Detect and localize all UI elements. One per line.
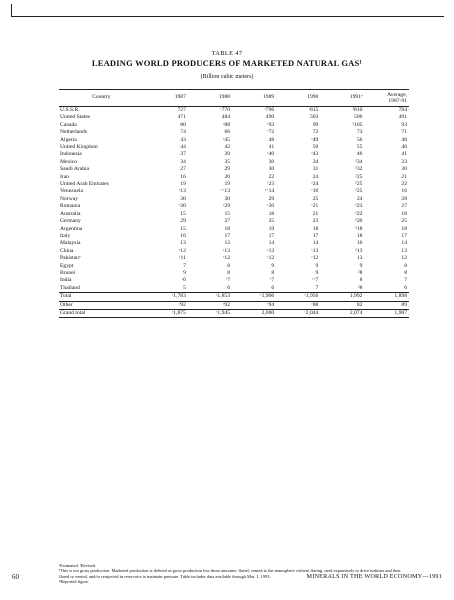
cell-1990: ʳ49	[311, 136, 319, 143]
cell-country: Thailand	[60, 284, 80, 291]
total-row	[59, 293, 409, 301]
cell-1988: ʳ1,853	[188, 293, 232, 301]
cell-1990: 25	[312, 195, 319, 202]
table-row	[59, 285, 409, 293]
cell-1991: ²8	[357, 284, 363, 291]
cell-1987: ʳ12	[179, 247, 186, 254]
cell-average: 18	[401, 210, 407, 217]
cell-1990: ʳ24	[311, 181, 319, 188]
table-row	[59, 226, 409, 233]
header-row	[59, 90, 409, 107]
cell-1987: 13	[180, 240, 186, 247]
cell-1990: 18	[312, 225, 319, 232]
cell-1990: ʳ815	[308, 107, 319, 113]
cell-1988: ʳ29	[223, 203, 231, 210]
cell-1990: ʳ2,044	[276, 309, 320, 317]
cell-1991: 24	[356, 195, 363, 202]
table-units: (Billion cubic meters)	[200, 74, 254, 80]
cell-average: 89	[364, 301, 409, 309]
cell-1988: 66	[224, 129, 231, 136]
cell-1988: 19	[224, 181, 231, 188]
cell-average: 1,987	[364, 309, 409, 317]
cell-1989: ʳ12	[267, 255, 275, 262]
table-row	[59, 114, 409, 121]
cell-country: Canada	[60, 121, 77, 128]
other-row	[59, 301, 409, 309]
cell-1989: 29	[268, 195, 275, 202]
cell-1988: 8	[227, 262, 231, 269]
cell-1990: ʳ21	[311, 203, 319, 210]
cell-1989: 30	[268, 158, 275, 165]
cell-1991: 56	[356, 136, 363, 143]
cell-1987: ʳ30	[179, 203, 186, 210]
cell-1990: 24	[312, 173, 319, 180]
cell-1991: 16	[356, 240, 363, 247]
cell-average: 16	[401, 188, 407, 195]
cell-country: Algeria	[60, 136, 77, 143]
cell-1989: 19	[268, 225, 275, 232]
table-row	[59, 107, 409, 115]
cell-1989: 14	[268, 240, 275, 247]
cell-1988: 6	[227, 284, 231, 291]
cell-1989: ʳ1,906	[232, 293, 276, 301]
cell-1988: 20	[224, 173, 231, 180]
cell-average: 12	[401, 255, 407, 262]
table-row	[59, 277, 409, 284]
cell-average: 28	[401, 195, 407, 202]
table-row	[59, 263, 409, 270]
cell-country: Netherlands	[60, 129, 88, 136]
table-row	[59, 240, 409, 247]
cell-country: United States	[60, 114, 90, 121]
cell-1990: 31	[312, 166, 319, 173]
cell-country: Grand total	[59, 309, 144, 317]
table-row	[59, 196, 409, 203]
cell-1990: 21	[312, 210, 319, 217]
cell-1987: 16	[180, 232, 186, 239]
table-header	[59, 90, 409, 107]
cell-1988: 39	[224, 151, 231, 158]
cell-average: 33	[401, 158, 407, 165]
cell-1987: 80	[180, 121, 186, 128]
cell-1990: ʳ88	[276, 301, 320, 309]
cell-1990: ʳ13	[311, 247, 319, 254]
cell-average: 491	[398, 114, 407, 121]
cell-average: 46	[401, 144, 407, 151]
cell-average: 7	[404, 277, 407, 284]
header-average-line2: 1987-91	[388, 98, 407, 104]
cell-1990: 9	[315, 269, 319, 276]
cell-1989: 48	[268, 136, 275, 143]
header-rule	[12, 16, 444, 17]
cell-1988: ʳ88	[223, 121, 231, 128]
page-number: 60	[12, 573, 19, 581]
cell-1987: ʳ1,875	[144, 309, 188, 317]
cell-1987: 27	[180, 166, 186, 173]
cell-1991: ²13	[355, 247, 363, 254]
cell-1988: 42	[224, 144, 231, 151]
cell-1991: 82	[320, 301, 364, 309]
cell-country: Total	[59, 293, 144, 301]
header-1991: 1991ᵉ	[320, 90, 364, 107]
cell-1989: ʳ30	[267, 203, 275, 210]
cell-average: 1,898	[364, 293, 409, 301]
cell-average: 784	[398, 107, 407, 113]
table-row	[59, 129, 409, 136]
cell-1991: 2,074	[320, 309, 364, 317]
cell-average: 18	[401, 225, 407, 232]
cell-1989: 18	[268, 210, 275, 217]
cell-1989: 2,000	[232, 309, 276, 317]
cell-1991: ²25	[355, 188, 363, 195]
cell-1991: 13	[356, 255, 363, 262]
cell-1990: 17	[312, 232, 319, 239]
cell-1990: 14	[312, 240, 319, 247]
cell-1987: ʳ92	[144, 301, 188, 309]
cell-1990: 23	[312, 218, 319, 225]
table-row	[59, 203, 409, 210]
cell-country: United Kingdom	[60, 144, 98, 151]
cell-average: 6	[404, 284, 407, 291]
table-title: LEADING WORLD PRODUCERS OF MARKETED NATURAL GAS¹	[91, 58, 363, 68]
header-country: Country	[59, 90, 144, 107]
cell-1989: 41	[268, 144, 275, 151]
cell-1987: 15	[180, 210, 186, 217]
cell-1989: 17	[268, 232, 275, 239]
table-row	[59, 137, 409, 144]
cell-1991: ²25	[355, 173, 363, 180]
cell-1987: 29	[180, 218, 186, 225]
cell-country: Indonesia	[60, 151, 82, 158]
cell-country: Egypt	[60, 262, 74, 269]
cell-1989: ʳ13	[267, 247, 275, 254]
cell-average: 8	[404, 269, 407, 276]
cell-1987: 15	[180, 225, 186, 232]
cell-1989: 490	[265, 114, 275, 121]
table-row	[59, 233, 409, 240]
cell-1988: ʳ1,945	[188, 309, 232, 317]
cell-1988: 8	[227, 269, 231, 276]
table-row	[59, 188, 409, 195]
table-number: TABLE 47	[211, 50, 243, 57]
cell-average: 22	[401, 181, 407, 188]
cell-1990: ʳ1,956	[276, 293, 320, 301]
cell-1988: 15	[224, 210, 231, 217]
cell-country: Other	[59, 301, 144, 309]
cell-1989: 25	[268, 218, 275, 225]
cell-1991: 73	[356, 129, 363, 136]
table-row	[59, 144, 409, 151]
table-row	[59, 159, 409, 166]
cell-1988: 27	[224, 218, 231, 225]
cell-1988: 35	[224, 158, 231, 165]
footnote-1: ¹This is not gross production. Marketed production is defined as gross production less those amounts: flared, vented to the atmosphere without flaring, used expansively to drive turbines and then flared or vented, and/or reinjected in reservoirs to maintain pressure. Table includes data available through Mar. 1, 1993.	[59, 568, 401, 579]
cell-1991: ²23	[355, 203, 363, 210]
cell-1990: ʳ12	[311, 255, 319, 262]
table-row	[59, 211, 409, 218]
cell-average: 71	[401, 129, 407, 136]
cell-1989: ʳ796	[264, 107, 275, 113]
cell-1991: ²20	[355, 218, 363, 225]
cell-1990: ʳ43	[311, 151, 319, 158]
cell-average: 21	[401, 173, 407, 180]
cell-1988: 29	[224, 166, 231, 173]
cell-country: Mexico	[60, 158, 78, 165]
cell-1991: ²34	[355, 158, 363, 165]
cell-1988: ʳ12	[223, 255, 231, 262]
cell-1987: ʳ6	[181, 277, 186, 284]
cell-1987: ʳ13	[179, 188, 186, 195]
cell-country: Germany	[60, 218, 81, 225]
cell-1991: ²18	[355, 225, 363, 232]
cell-1989: ʳ ʳ14	[264, 188, 275, 195]
cell-1990: 34	[312, 158, 319, 165]
header-1989: 1989	[232, 90, 276, 107]
cell-1991: 18	[356, 232, 363, 239]
cell-1987: 16	[180, 173, 186, 180]
cell-country: Romania	[60, 203, 81, 210]
cell-1991: ²25	[355, 181, 363, 188]
cell-1988: ʳ13	[223, 247, 231, 254]
cell-1991: 9	[359, 262, 363, 269]
cell-1988: ʳ45	[223, 136, 231, 143]
cell-1987: 727	[177, 107, 186, 113]
cell-1987: 74	[180, 129, 186, 136]
cell-average: 13	[401, 247, 407, 254]
table-row	[59, 270, 409, 277]
cell-1990: 72	[312, 129, 319, 136]
header-1987: 1987	[144, 90, 188, 107]
cell-1987: 19	[180, 181, 186, 188]
cell-1988: ʳ770	[220, 107, 231, 113]
cell-1991: ²8	[357, 269, 363, 276]
cell-country: Malaysia	[60, 240, 81, 247]
table-row	[59, 166, 409, 173]
cell-1989: ʳ72	[267, 129, 275, 136]
cell-country: Pakistanᵉ	[60, 255, 81, 262]
cell-country: Australia	[60, 210, 81, 217]
footnote-2: ²Reported figure.	[59, 579, 90, 585]
cell-1987: 30	[180, 195, 186, 202]
cell-average: 41	[401, 151, 407, 158]
grand-total-row	[59, 309, 409, 317]
cell-1991: 8	[359, 277, 363, 284]
cell-1988: 30	[224, 195, 231, 202]
cell-country: Argentina	[60, 225, 83, 232]
cell-1989: ʳ94	[232, 301, 276, 309]
cell-1988: 17	[224, 232, 231, 239]
cell-average: 27	[401, 203, 407, 210]
cell-1991: ²105	[352, 121, 363, 128]
cell-1987: 5	[183, 284, 186, 291]
cell-average: 25	[401, 218, 407, 225]
gas-producers-table	[59, 89, 409, 318]
cell-1988: ʳ ʳ13	[220, 188, 231, 195]
cell-1990: 50	[312, 144, 319, 151]
table-row	[59, 151, 409, 158]
cell-1989: ʳ23	[267, 181, 275, 188]
cell-average: 93	[401, 121, 407, 128]
cell-country: Norway	[60, 195, 79, 202]
cell-average: 48	[401, 136, 407, 143]
cell-1990: 99	[312, 121, 319, 128]
cell-1989: ʳ7	[270, 277, 275, 284]
table-row	[59, 174, 409, 181]
cell-1987: ʳ1,783	[144, 293, 188, 301]
cell-country: Iran	[60, 173, 70, 180]
cell-1989: 9	[271, 262, 275, 269]
table-row	[59, 218, 409, 225]
cell-1987: 44	[180, 144, 186, 151]
cell-country: Saudi Arabia	[60, 166, 90, 173]
cell-1990: 9	[315, 262, 319, 269]
cell-country: China	[60, 247, 74, 254]
cell-country: India	[60, 277, 72, 284]
table-row	[59, 181, 409, 188]
cell-average: 30	[401, 166, 407, 173]
cell-1987: 37	[180, 151, 186, 158]
cell-1991: 46	[356, 151, 363, 158]
header-average-line1: Average,	[387, 91, 407, 98]
cell-country: Brunei	[60, 269, 76, 276]
cell-1987: 34	[180, 158, 186, 165]
cell-1987: ʳ11	[179, 255, 186, 262]
cell-1991: ²22	[355, 210, 363, 217]
table-row	[59, 255, 409, 262]
cell-1987: 9	[183, 269, 186, 276]
cell-1990: ʳ ʳ7	[311, 277, 319, 284]
cell-1988: 13	[224, 240, 231, 247]
cell-average: 17	[401, 232, 407, 239]
cell-1989: 8	[271, 269, 275, 276]
cell-1988: 484	[221, 114, 231, 121]
footnote-legend: ᵉEstimated. ʳRevised.	[59, 563, 97, 568]
running-footer: MINERALS IN THE WORLD ECONOMY—1991	[306, 573, 442, 580]
cell-country: Venezuela	[60, 188, 83, 195]
cell-country: U.S.S.R.	[60, 107, 80, 113]
cell-1987: 43	[180, 136, 186, 143]
cell-country: United Arab Emirates	[60, 181, 109, 188]
cell-1991: ²32	[355, 166, 363, 173]
cell-1991: ²810	[352, 107, 363, 113]
cell-1988: ʳ92	[188, 301, 232, 309]
header-1990: 1990	[276, 90, 320, 107]
header-average	[364, 90, 409, 107]
cell-1989: 30	[268, 166, 275, 173]
cell-1990: ʳ16	[311, 188, 319, 195]
cell-1989: 22	[268, 173, 275, 180]
cell-1987: 471	[177, 114, 186, 121]
header-1988: 1988	[188, 90, 232, 107]
cell-1990: 503	[309, 114, 319, 121]
table-row	[59, 122, 409, 129]
cell-average: 8	[404, 262, 407, 269]
cell-1991: 55	[356, 144, 363, 151]
table-body	[59, 107, 409, 318]
cell-1989: 6	[271, 284, 275, 291]
cell-average: 14	[401, 240, 407, 247]
cell-1988: ʳ7	[226, 277, 231, 284]
cell-1987: 7	[183, 262, 186, 269]
cell-1991: 1,992	[320, 293, 364, 301]
cell-1989: ʳ40	[267, 151, 275, 158]
table-row	[59, 248, 409, 255]
cell-1990: 7	[315, 284, 319, 291]
cell-country: Italy	[60, 232, 71, 239]
cell-1991: 506	[354, 114, 363, 121]
cell-1989: ʳ93	[267, 121, 275, 128]
cell-1988: 18	[224, 225, 231, 232]
